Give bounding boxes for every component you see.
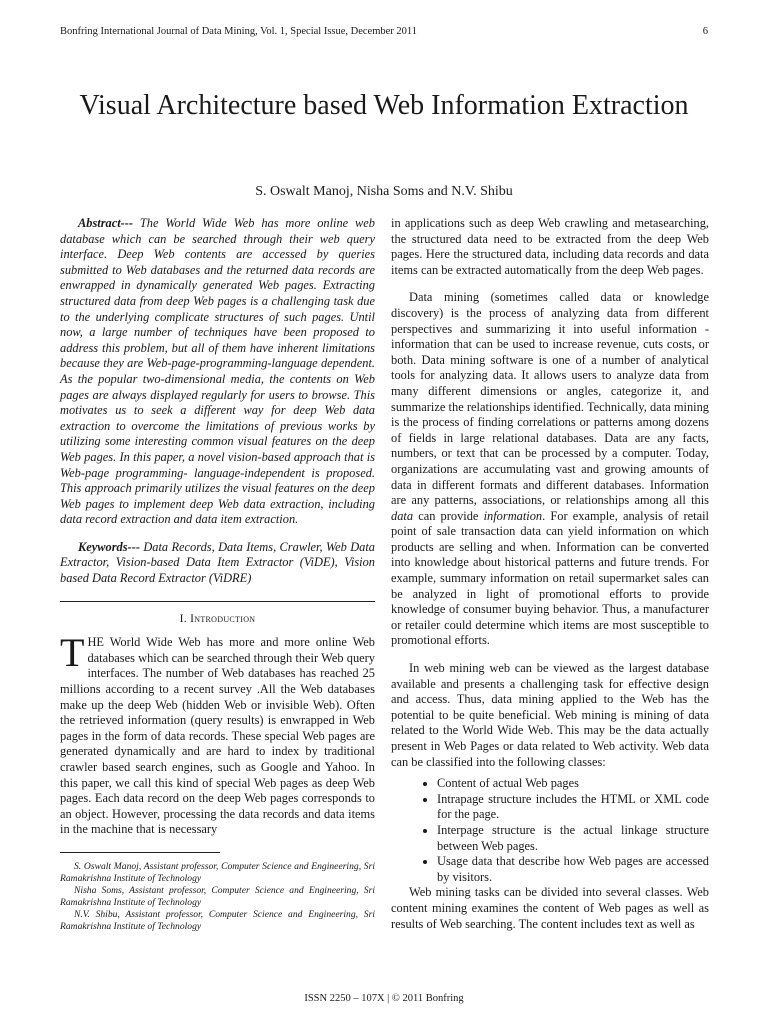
footnote-author-2: Nisha Soms, Assistant professor, Computer Science and Engineering, Sri Ramakrishna Institute of Technology bbox=[60, 884, 375, 908]
abstract-text: The World Wide Web has more online web database which can be searched through their web query interface. Deep Web contents are accessed by queries submitted to Web databases and the returned data records are enwrapped in dynamically generated Web pages. Extracting structured data from deep Web pages is a challenging task due to the underlying complicate structures of such pages. Until now, a large number of techniques have been proposed to address this problem, but all of them have inherent limitations because they are Web-page-programming-language dependent. As the popular two-dimensional media, the contents on Web pages are always displayed regularly for users to browse. This motivates us to seek a different way for deep Web data extraction to overcome the limitations of previous works by utilizing some interesting common visual features on the deep Web pages. In this paper, a novel vision-based approach that is Web-page programming- language-independent is proposed. This approach primarily utilizes the visual features on the deep Web pages to implement deep Web data extraction, including data record extraction and data item extraction. bbox=[60, 216, 375, 527]
body-paragraph-1: in applications such as deep Web crawling and metasearching, the structured data need to be extracted from the deep Web pages. Here the structured data, including data records and data items can be extracted automatically from the deep Web pages. bbox=[391, 216, 709, 277]
paragraph-2-text-a: Data mining (sometimes called data or knowledge discovery) is the process of analyzing data from different perspectives and summarizing it into useful information - information that can be used to increase revenue, cuts costs, or both. Data mining software is one of a number of analytical tools for analyzing data. It allows users to analyze data from many different dimensions or angles, categorize it, and summarize the relationships identified. Technically, data mining is the process of finding correlations or patterns among dozens of fields in large relational databases. Data are any facts, numbers, or text that can be processed by a computer. Today, organizations are accumulating vast and growing amounts of data in different formats and different databases. Information are any patterns, associations, or relationships among all this bbox=[391, 290, 709, 508]
section-heading-introduction bbox=[60, 612, 375, 628]
footnote-author-1: S. Oswalt Manoj, Assistant professor, Computer Science and Engineering, Sri Ramakrishna Institute of Technology bbox=[60, 860, 375, 884]
section-title: Introduction bbox=[190, 612, 256, 625]
list-item: • Usage data that describe how Web pages are accessed by visitors. bbox=[437, 854, 709, 885]
section-number: I. bbox=[179, 612, 187, 625]
journal-citation: Bonfring International Journal of Data Mining, Vol. 1, Special Issue, December 2011 bbox=[60, 26, 418, 37]
footnote-rule bbox=[60, 852, 220, 853]
body-paragraph-4: Web mining tasks can be divided into several classes. Web content mining examines the content of Web pages as well as results of Web searching. The content includes text as well as bbox=[391, 885, 709, 931]
footnote-author-3: N.V. Shibu, Assistant professor, Computer Science and Engineering, Sri Ramakrishna Institute of Technology bbox=[60, 908, 375, 932]
keywords bbox=[60, 540, 375, 587]
paragraph-2-text-c: . For example, analysis of retail point of sale transaction data can yield information on which products are selling and when. Information can be converted into knowledge about historical patterns and future trends. For example, summary information on retail supermarket sales can be analyzed in light of promotional efforts to provide knowledge of consumer buying behavior. Thus, a manufacturer or retailer could determine which items are most susceptible to promotional efforts. bbox=[391, 508, 709, 648]
page-number: 6 bbox=[702, 26, 708, 37]
abstract bbox=[60, 216, 375, 528]
page-footer: ISSN 2250 – 107X | © 2011 Bonfring bbox=[304, 993, 464, 1004]
list-item: • Interpage structure is the actual linkage structure between Web pages. bbox=[437, 823, 709, 854]
right-column bbox=[391, 216, 709, 932]
running-header bbox=[60, 26, 708, 37]
intro-text: HE World Wide Web has more and more online Web databases which can be searched through their Web query interfaces. The number of Web databases has reached 25 millions according to a recent survey .All the Web databases make up the deep Web (hidden Web or invisible Web). Often the retrieved information (query results) is enwrapped in Web pages in the form of data records. These special Web pages are generated dynamically and are hard to index by traditional crawler based search engines, such as Google and Yahoo. In this paper, we call this kind of special Web pages as deep Web pages. Each data record on the deep Web pages corresponds to an object. However, processing the data records and data items in the machine that is necessary bbox=[60, 635, 375, 837]
body-paragraph-2 bbox=[391, 290, 709, 649]
intro-paragraph bbox=[60, 630, 375, 838]
list-item: • Content of actual Web pages bbox=[437, 776, 709, 792]
list-item: • Intrapage structure includes the HTML or XML code for the page. bbox=[437, 792, 709, 823]
body-paragraph-3: In web mining web can be viewed as the largest database available and presents a challenging task for effective design and access. Thus, data mining applied to the Web has the potential to be quite beneficial. Web mining is mining of data related to the World Wide Web. This may be the data actually present in Web Pages or data related to Web activity. Web data can be classified into the following classes: bbox=[391, 661, 709, 769]
authors: S. Oswalt Manoj, Nisha Soms and N.V. Shibu bbox=[255, 184, 513, 199]
paragraph-2-text-b: can provide bbox=[418, 508, 479, 523]
keywords-text: Data Records, Data Items, Crawler, Web Data Extractor, Vision-based Data Item Extractor (ViDE), Vision based Data Record Extractor (ViDRE) bbox=[60, 539, 375, 586]
abstract-label: Abstract--- bbox=[78, 216, 134, 230]
left-column bbox=[60, 216, 375, 933]
paper-title: Visual Architecture based Web Information Extraction bbox=[79, 90, 689, 121]
keywords-label: Keywords--- bbox=[78, 539, 140, 554]
emphasis-data: data bbox=[391, 508, 414, 523]
section-divider bbox=[60, 601, 375, 602]
web-data-classes-list bbox=[391, 776, 709, 885]
drop-cap: T bbox=[60, 630, 85, 676]
emphasis-information: information bbox=[483, 508, 543, 523]
